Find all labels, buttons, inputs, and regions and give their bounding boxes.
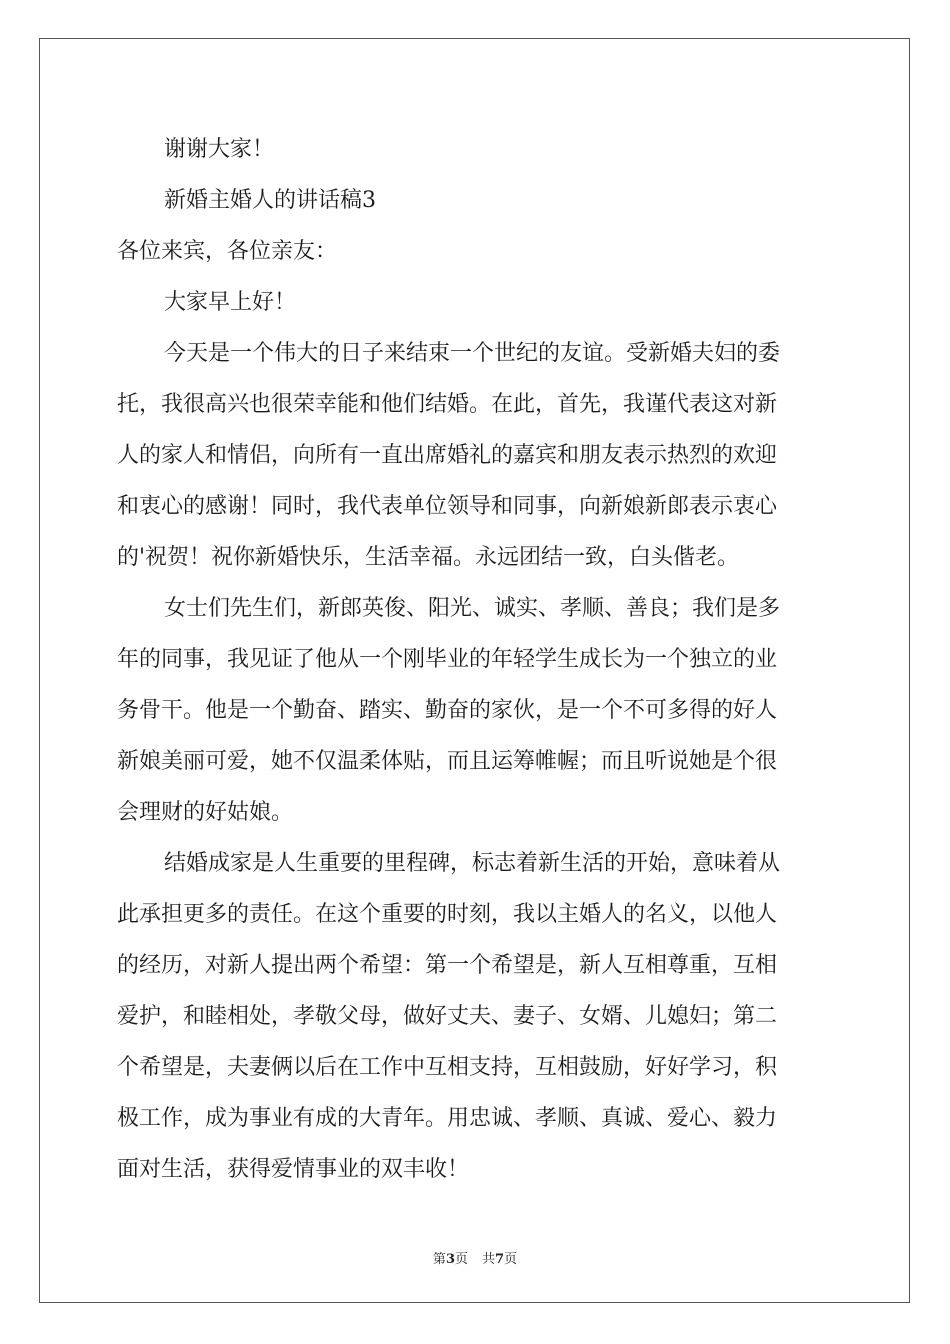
paragraph-3-line-5: 个希望是，夫妻俩以后在工作中互相支持，互相鼓励，好好学习，积 [117,1055,778,1080]
paragraph-1-line-4: 和衷心的感谢！同时，我代表单位领导和同事，向新娘新郎表示衷心 [117,494,778,519]
document-body [117,124,833,1195]
paragraph-2-line-3: 务骨干。他是一个勤奋、踏实、勤奋的家伙，是一个不可多得的好人 [117,698,778,723]
paragraph-3-line-1: 结婚成家是人生重要的里程碑，标志着新生活的开始，意味着从 [164,851,781,876]
section-title: 新婚主婚人的讲话稿3 [164,188,376,213]
paragraph-3-line-7: 面对生活，获得爱情事业的双丰收！ [117,1157,470,1182]
total-prefix: 共 [482,1252,496,1267]
paragraph-2-line-4: 新娘美丽可爱，她不仅温柔体贴，而且运筹帷幄；而且听说她是个很 [117,749,778,774]
salutation: 各位来宾，各位亲友： [117,239,338,264]
page-prefix: 第 [432,1252,446,1267]
paragraph-2-line-1: 女士们先生们，新郎英俊、阳光、诚实、孝顺、善良；我们是多 [164,596,781,621]
page-suffix: 页 [454,1252,468,1267]
paragraph-3-line-6: 极工作，成为事业有成的大青年。用忠诚、孝顺、真诚、爱心、毅力 [117,1106,778,1131]
page-footer [0,1248,950,1267]
page-total: 7 [495,1252,505,1267]
paragraph-3-line-4: 爱护，和睦相处，孝敬父母，做好丈夫、妻子、女婿、儿媳妇；第二 [117,1004,778,1029]
paragraph-2-line-5: 会理财的好姑娘。 [117,800,294,825]
paragraph-1-line-1: 今天是一个伟大的日子来结束一个世纪的友谊。受新婚夫妇的委 [164,341,781,366]
paragraph-1-line-5: 的'祝贺！祝你新婚快乐，生活幸福。永远团结一致，白头偕老。 [117,545,740,570]
total-suffix: 页 [504,1252,518,1267]
page-current: 3 [445,1252,455,1267]
paragraph-3-line-2: 此承担更多的责任。在这个重要的时刻，我以主婚人的名义，以他人 [117,902,778,927]
paragraph-1-line-3: 人的家人和情侣，向所有一直出席婚礼的嘉宾和朋友表示热烈的欢迎 [117,443,778,468]
paragraph-3-line-3: 的经历，对新人提出两个希望：第一个希望是，新人互相尊重，互相 [117,953,778,978]
greeting: 大家早上好！ [164,290,297,315]
paragraph-1-line-2: 托，我很高兴也很荣幸能和他们结婚。在此，首先，我谨代表这对新 [117,392,778,417]
paragraph-2-line-2: 年的同事，我见证了他从一个刚毕业的年轻学生成长为一个独立的业 [117,647,778,672]
closing-line: 谢谢大家！ [164,137,275,162]
